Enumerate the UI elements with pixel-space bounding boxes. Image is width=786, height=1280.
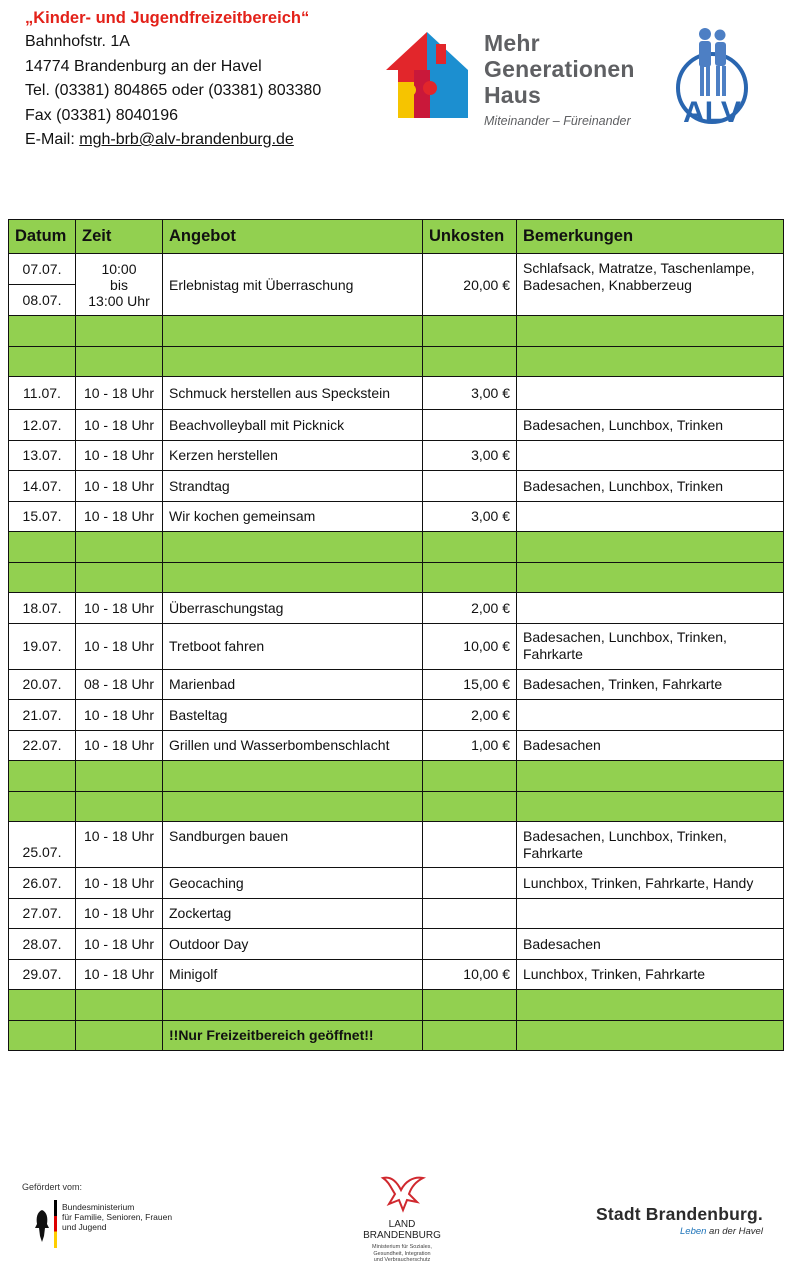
street: Bahnhofstr. 1A: [25, 33, 130, 51]
time-cell: 10 - 18 Uhr: [76, 959, 163, 990]
bmf-line-1: Bundesministerium: [62, 1202, 135, 1212]
offer-cell: Wir kochen gemeinsam: [163, 501, 423, 532]
note-line-2: Badesachen, Knabberzeug: [523, 277, 692, 293]
date-cell: 20.07.: [9, 669, 76, 700]
mgh-wordmark: [484, 30, 635, 128]
stadt-tagline: [596, 1226, 763, 1237]
offer-cell: Kerzen herstellen: [163, 440, 423, 471]
time-cell: 10 - 18 Uhr: [76, 898, 163, 929]
time-cell: 08 - 18 Uhr: [76, 669, 163, 700]
time-line-2: bis: [110, 276, 128, 293]
mgh-line-2: Generationen: [484, 56, 635, 82]
note-line-2: Fahrkarte: [523, 646, 583, 662]
offer-cell: Erlebnistag mit Überraschung: [163, 254, 423, 316]
offer-cell: Überraschungstag: [163, 593, 423, 624]
time-cell: 10 - 18 Uhr: [76, 501, 163, 532]
offer-cell: Tretboot fahren: [163, 623, 423, 669]
land-brandenburg-logo: [362, 1172, 442, 1262]
email-prefix: E-Mail:: [25, 131, 80, 149]
org-name: „Kinder- und Jugendfreizeitbereich“: [25, 9, 310, 27]
funded-by-label: Gefördert vom:: [22, 1182, 83, 1192]
cost-cell: [423, 471, 517, 502]
table-row: [9, 440, 784, 471]
program-table: [8, 219, 784, 1051]
note-line-2: Fahrkarte: [523, 844, 583, 861]
note-cell: [517, 440, 784, 471]
time-cell: 10 - 18 Uhr: [76, 730, 163, 761]
table-row: [9, 254, 784, 285]
cost-cell: 1,00 €: [423, 730, 517, 761]
mgh-line-3: Haus: [484, 82, 542, 108]
closing-row: [9, 1020, 784, 1051]
offer-cell: Beachvolleyball mit Picknick: [163, 410, 423, 441]
cost-cell: 2,00 €: [423, 700, 517, 731]
date-cell: 08.07.: [9, 285, 76, 316]
table-row: [9, 929, 784, 960]
note-cell: Badesachen, Lunchbox, Trinken: [517, 471, 784, 502]
offer-cell: Basteltag: [163, 700, 423, 731]
alv-people-icon: [672, 26, 752, 132]
date-cell: 15.07.: [9, 501, 76, 532]
weekend-row: [9, 562, 784, 593]
stadt-tag-2: an der Havel: [706, 1226, 763, 1237]
land-name-1: LAND: [388, 1219, 416, 1230]
date-cell: 14.07.: [9, 471, 76, 502]
land-sub-2: Gesundheit, Integration: [373, 1250, 431, 1257]
offer-cell: Sandburgen bauen: [163, 822, 423, 868]
city: 14774 Brandenburg an der Havel: [25, 57, 262, 75]
cost-cell: [423, 898, 517, 929]
time-line-3: 13:00 Uhr: [88, 292, 150, 309]
cost-cell: 10,00 €: [423, 623, 517, 669]
cost-cell: 3,00 €: [423, 377, 517, 410]
table-row: [9, 623, 784, 669]
time-cell: 10 - 18 Uhr: [76, 471, 163, 502]
time-line-1: 10:00: [101, 260, 137, 277]
date-cell: 28.07.: [9, 929, 76, 960]
header-zeit: Zeit: [76, 220, 163, 254]
cost-cell: [423, 822, 517, 868]
table-row: [9, 593, 784, 624]
cost-cell: 15,00 €: [423, 669, 517, 700]
cost-cell: 3,00 €: [423, 440, 517, 471]
fax: Fax (03381) 8040196: [25, 106, 178, 124]
email-link[interactable]: mgh-brb@alv-brandenburg.de: [79, 131, 294, 149]
table-row: [9, 822, 784, 868]
weekend-row: [9, 761, 784, 792]
time-cell: [76, 254, 163, 316]
note-cell: Badesachen: [517, 929, 784, 960]
time-cell: 10 - 18 Uhr: [76, 700, 163, 731]
note-line-1: Badesachen, Lunchbox, Trinken,: [523, 629, 727, 645]
stadt-name: Stadt Brandenburg.: [596, 1204, 763, 1224]
stadt-tag-1: Leben: [680, 1226, 707, 1237]
offer-cell: Marienbad: [163, 669, 423, 700]
weekend-row: [9, 346, 784, 377]
table-row: [9, 898, 784, 929]
note-cell: Badesachen: [517, 730, 784, 761]
offer-cell: Geocaching: [163, 868, 423, 899]
date-cell: 18.07.: [9, 593, 76, 624]
federal-eagle-icon: [34, 1206, 50, 1246]
note-cell: Lunchbox, Trinken, Fahrkarte: [517, 959, 784, 990]
red-eagle-icon: [377, 1172, 427, 1214]
header-angebot: Angebot: [163, 220, 423, 254]
note-cell: [517, 700, 784, 731]
time-cell: 10 - 18 Uhr: [76, 410, 163, 441]
mgh-line-1: Mehr: [484, 30, 540, 56]
cost-cell: 2,00 €: [423, 593, 517, 624]
note-cell: Lunchbox, Trinken, Fahrkarte, Handy: [517, 868, 784, 899]
weekend-row: [9, 791, 784, 822]
table-row: [9, 410, 784, 441]
header-datum: Datum: [9, 220, 76, 254]
cost-cell: [423, 410, 517, 441]
note-cell: [517, 593, 784, 624]
table-row: [9, 377, 784, 410]
table-row: [9, 730, 784, 761]
time-cell: 10 - 18 Uhr: [76, 440, 163, 471]
date-cell: 21.07.: [9, 700, 76, 731]
note-line-1: Badesachen, Lunchbox, Trinken,: [523, 827, 727, 844]
time-cell: 10 - 18 Uhr: [76, 593, 163, 624]
land-ministry: [362, 1244, 442, 1264]
time-cell: 10 - 18 Uhr: [76, 822, 163, 868]
weekend-row: [9, 532, 784, 563]
note-cell: [517, 898, 784, 929]
time-cell: 10 - 18 Uhr: [76, 929, 163, 960]
cost-cell: [423, 929, 517, 960]
note-cell: Badesachen, Lunchbox, Trinken: [517, 410, 784, 441]
note-cell: [517, 254, 784, 316]
offer-cell: Zockertag: [163, 898, 423, 929]
offer-cell: Grillen und Wasserbombenschlacht: [163, 730, 423, 761]
table-header-row: [9, 220, 784, 254]
bmf-line-3: und Jugend: [62, 1222, 107, 1232]
land-sub-1: Ministerium für Soziales,: [372, 1244, 432, 1250]
alv-text: ALV: [683, 96, 741, 129]
date-cell: 29.07.: [9, 959, 76, 990]
date-cell: 22.07.: [9, 730, 76, 761]
cost-cell: [423, 868, 517, 899]
date-cell: 13.07.: [9, 440, 76, 471]
date-cell: 27.07.: [9, 898, 76, 929]
table-row: [9, 959, 784, 990]
land-sub-3: und Verbraucherschutz: [373, 1257, 431, 1263]
note-cell: Badesachen, Trinken, Fahrkarte: [517, 669, 784, 700]
email-line: [25, 128, 321, 152]
offer-cell: Schmuck herstellen aus Speckstein: [163, 377, 423, 410]
german-flag-bar: [54, 1200, 57, 1248]
time-cell: 10 - 18 Uhr: [76, 623, 163, 669]
bmfsfj-text: [62, 1202, 172, 1232]
cost-cell: 3,00 €: [423, 501, 517, 532]
note-line-1: Schlafsack, Matratze, Taschenlampe,: [523, 260, 755, 276]
note-cell: [517, 822, 784, 868]
cost-cell: 10,00 €: [423, 959, 517, 990]
table-row: [9, 471, 784, 502]
header-unkosten: Unkosten: [423, 220, 517, 254]
phone: Tel. (03381) 804865 oder (03381) 803380: [25, 82, 322, 100]
offer-cell: Outdoor Day: [163, 929, 423, 960]
date-cell: 25.07.: [9, 822, 76, 868]
house-puzzle-icon: [384, 30, 470, 122]
bmf-line-2: für Familie, Senioren, Frauen: [62, 1212, 173, 1222]
date-cell: 11.07.: [9, 377, 76, 410]
table-row: [9, 669, 784, 700]
stadt-brandenburg-logo: [596, 1204, 763, 1237]
closing-note: !!Nur Freizeitbereich geöffnet!!: [163, 1020, 423, 1051]
note-cell: [517, 377, 784, 410]
bmfsfj-logo: [34, 1200, 174, 1252]
time-cell: 10 - 18 Uhr: [76, 868, 163, 899]
header-bemerkungen: Bemerkungen: [517, 220, 784, 254]
weekend-row: [9, 990, 784, 1021]
table-row: [9, 868, 784, 899]
mgh-tagline: Miteinander – Füreinander: [484, 114, 631, 128]
alv-logo: [672, 26, 752, 132]
date-cell: 19.07.: [9, 623, 76, 669]
land-name-2: BRANDENBURG: [363, 1230, 441, 1241]
offer-cell: Minigolf: [163, 959, 423, 990]
date-cell: 26.07.: [9, 868, 76, 899]
weekend-row: [9, 316, 784, 347]
date-cell: 12.07.: [9, 410, 76, 441]
mgh-logo: [384, 30, 654, 126]
address-block: [25, 6, 321, 152]
table-row: [9, 700, 784, 731]
date-cell: 07.07.: [9, 254, 76, 285]
table-row: [9, 501, 784, 532]
note-cell: [517, 623, 784, 669]
cost-cell: 20,00 €: [423, 254, 517, 316]
offer-cell: Strandtag: [163, 471, 423, 502]
note-cell: [517, 501, 784, 532]
time-cell: 10 - 18 Uhr: [76, 377, 163, 410]
